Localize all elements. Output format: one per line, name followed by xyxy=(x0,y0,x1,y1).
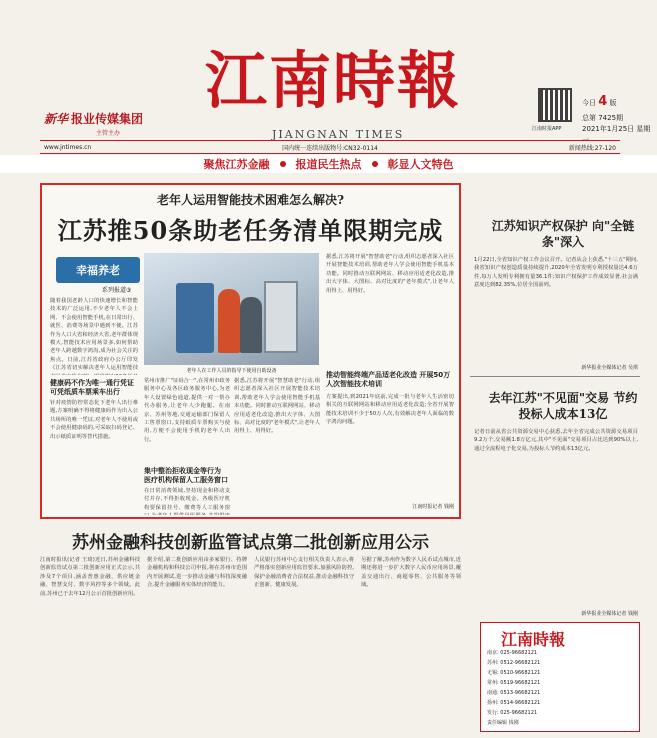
newspaper-title-en: JIANGNAN TIMES xyxy=(272,128,405,141)
lead-story xyxy=(40,183,461,519)
slogan-2: 报道民生热点 xyxy=(295,158,362,171)
person-shape xyxy=(218,289,240,353)
lead-column-2b: 在日常消费领域,坚持现金和移动支付并存,不得拒收现金。各级医疗机构要保留挂号、缴费等人工服务窗 xyxy=(144,488,230,511)
contact-line: 常州: 0519-96682121 xyxy=(487,680,541,686)
issue-pages-unit: 版 xyxy=(609,99,617,107)
publisher-logo xyxy=(44,110,143,127)
contact-line: 苏州: 0512-96682121 xyxy=(487,660,541,666)
slogan-1: 聚焦江苏金融 xyxy=(203,158,270,171)
lead-subhead-1: 健康码不作为唯一通行凭证 可凭纸质车票乘车出行 xyxy=(50,379,134,396)
column-badge: 幸福养老 xyxy=(56,257,140,283)
lead-column-3: 据悉,江苏将开展"智慧助老"行动,组织志愿者深入社区开展智能技术培训,帮助老年人学会使用智能手机基本功能。同时推动互联网网站、移动应用适老化改造,推出大字体、大图标、高对比度的"老年模式",让老年人用得上、用得好。 xyxy=(234,378,320,435)
contact-box xyxy=(480,622,640,732)
publisher-subtitle: 主管主办 xyxy=(96,130,121,137)
newspaper-title: 江南時報 xyxy=(205,44,462,117)
slogan-bar xyxy=(0,155,657,173)
lead-subhead-2: 集中整治拒收现金等行为 医疗机构保留人工服务窗口 xyxy=(144,467,228,484)
contact-line: 南京: 025-96682121 xyxy=(487,650,538,656)
publisher-name: 报业传媒集团 xyxy=(71,112,144,126)
lead-reporter-note: 江南时报记者 钱刚 xyxy=(412,504,454,510)
contact-line: 无锡: 0510-96682121 xyxy=(487,670,541,676)
photo-caption: 老年人在工作人员的指导下使用自助设备 xyxy=(186,368,277,374)
issue-pages: 4 xyxy=(598,94,608,109)
lead-photo xyxy=(144,253,319,365)
issue-today: 今日 xyxy=(582,99,596,107)
contact-logo: 江南時報 xyxy=(501,630,566,649)
issue-total: 总第 7425期 xyxy=(582,113,624,122)
news-hotline: 新闻热线:27-120 xyxy=(568,144,616,152)
bottom-column-2: 据介绍,第二批创新应用由多家银行、持牌金融机构和科技公司申报,将在苏州市范围内开展测试,进一步推动金融与科技深度融合,提升金融服务实体经济的能力。 xyxy=(147,557,247,589)
contact-line: 发行: 025-96682121 xyxy=(487,710,538,716)
qr-caption: 江南时报APP xyxy=(532,126,562,132)
bottom-column-1: 江南时报讯(记者 王琦)近日,苏州金融科技创新监管试点第二批创新应用正式公示,共涉及7个项目,涵盖普惠金融、供应链金融、智慧支付、数字风控等多个领域。此前,苏州已于去年12月公示首批创新应用。 xyxy=(40,557,140,597)
sidebar-story-2-text: 记者日前从省公共资源交易中心获悉,去年全省完成公共资源交易项目9.2万个,交易额1.8万亿元,其中"不见面"交易项目占比达到90%以上,通过全流程电子化交易,为投标人节约成本13亿元。 xyxy=(474,429,638,452)
bottom-column-4: 另据了解,苏州作为数字人民币试点城市,近期还将进一步扩大数字人民币应用场景,覆盖交通出行、商超零售、公共服务等领域。 xyxy=(361,557,461,589)
sidebar-story-1-text: 1月22日,全省知识产权工作会议召开。记者从会上获悉,"十三五"期间,我省知识产权创造质量持续提升,2020年全省发明专利授权量达4.6万件,每万人发明专利拥有量36.1件;知识产权保护工作成效显著,社会满意度达到82.35%,位居全国前列。 xyxy=(474,257,638,289)
bottom-headline[interactable]: 苏州金融科技创新监管试点第二批创新应用公示 xyxy=(72,533,429,553)
sidebar-story-1-note: 新华报业全媒体记者 吴琪 xyxy=(581,365,638,371)
lead-subhead-3: 推动智能终端产品适老化改造 开展50万人次智能技术培训 xyxy=(326,371,451,388)
issue-info xyxy=(582,92,657,146)
website-link[interactable]: www.jntimes.cn xyxy=(44,143,92,151)
publisher-mark-icon: 新华 xyxy=(44,112,69,126)
contact-line: 扬州: 0514-96682121 xyxy=(487,700,541,706)
sidebar-story-2-title[interactable]: 去年江苏"不见面"交易 节约投标人成本13亿 xyxy=(488,391,638,421)
slogan-3: 彰显人文特色 xyxy=(387,158,454,171)
meta-line xyxy=(40,140,620,154)
separator-dot-icon xyxy=(280,161,286,167)
bottom-column-3: 人民银行苏州中心支行相关负责人表示,将严格落实创新应用监管要求,加强风险防控,保护金融消费者合法权益,推动金融科技守正创新、健康发展。 xyxy=(254,557,354,589)
contact-line: 责任编辑 钱刚 xyxy=(487,720,519,726)
kiosk-shape xyxy=(176,283,214,353)
person-shape xyxy=(240,297,262,353)
divider xyxy=(470,376,640,377)
qr-code-icon[interactable] xyxy=(538,88,572,122)
sidebar-story-1-title[interactable]: 江苏知识产权保护 向"全链条"深入 xyxy=(491,219,635,249)
lead-column-4: 据悉,江苏将开展"智慧助老"行动,组织志愿者深入社区开展智能技术培训,帮助老年人学会使用智能手机基本功能。同时推动互联网网站、移动应用适老化改造,推出大字体、大图标、高对比度的"老年模式",让老年人用得上、用得好。 xyxy=(326,254,454,294)
contact-line: 南通: 0513-96682121 xyxy=(487,690,541,696)
separator-dot-icon xyxy=(372,161,378,167)
lead-column-4b: 方案提出,到2021年底前,完成一批与老年人生活密切相关的互联网网站和移动应用适老化改造;全省开展智能技术培训不少于50万人次,有效解决老年人面临的数字鸿沟问题。 xyxy=(326,394,454,426)
lead-headline[interactable]: 江苏推50条助老任务清单限期完成 xyxy=(57,216,444,245)
kiosk-shape xyxy=(264,281,298,353)
lead-kicker: 老年人运用智能技术困难怎么解决? xyxy=(156,193,345,207)
masthead xyxy=(0,0,657,180)
lead-column-1: 随着我国老龄人口的快速增长和智能技术的广泛运用,不少老年人不会上网、不会使用智能手机,在日常出行、就医、消费等场景中遇到不便。江苏作为人口大省和经济大省,老年群体规模大,智能技术应用场景多,如何帮助老年人跨越数字鸿沟,成为社会关注的焦点。日前,江苏省政府办公厅印发《江苏省切实解决老年人运用智能技 xyxy=(50,298,138,372)
sidebar-story-2-note: 新华报业全媒体记者 钱刚 xyxy=(581,611,638,617)
series-byline: 系列报道③ xyxy=(102,287,132,294)
publication-number: 国内统一连续出版物号:CN32-0114 xyxy=(282,144,378,152)
lead-column-2: 常州市推广"证码合一",在常州市政务服务中心及各区政务服务中心,为老年人设置绿色通道,提供一对一帮办代办服务,让老年人少跑腿。在南京、苏州等地,交通运输部门保留人工售票窗口,支持纸质车票购买与使用,方便不会使用手机的老年人出行。 xyxy=(144,378,230,443)
lead-column-1b: 针对疫情防控常态化下老年人出行难题,方案明确不得将健康码作为出入公共场所的唯一凭证,对老年人不使用或不会使用健康码的,可采取扫码登记、出示纸质证明等替代措施。 xyxy=(50,400,138,440)
issue-date: 2021年1月25日 星期一 xyxy=(582,124,651,145)
